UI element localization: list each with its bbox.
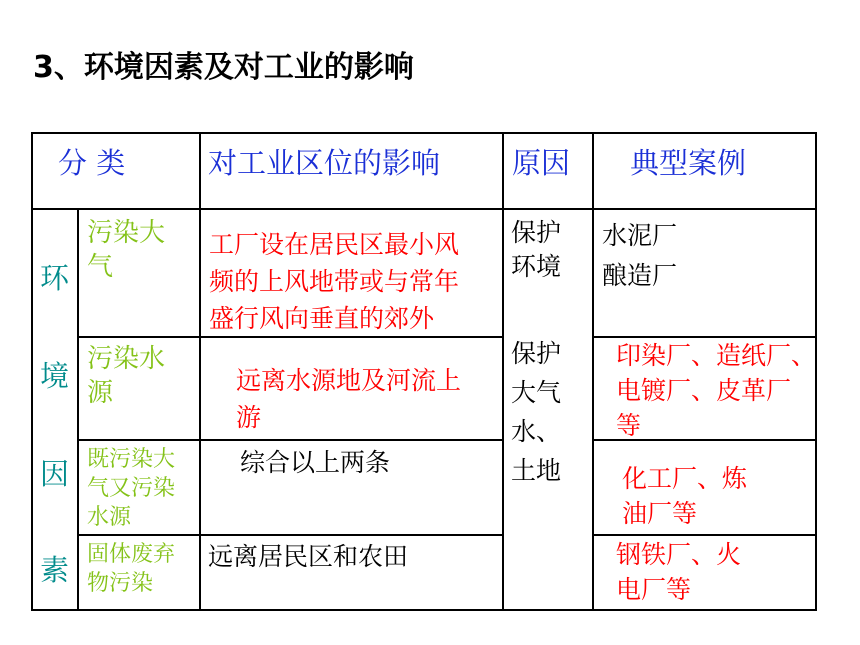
side-label-char-3: 因	[40, 457, 70, 491]
row-divider-3a	[77, 534, 502, 536]
col-divider-3	[592, 132, 594, 611]
reason-protect-air-water-land: 保护 大气 水、 土地	[511, 339, 562, 485]
row-1-example: 水泥厂 酿造厂	[602, 221, 678, 290]
row-3-example: 化工厂、炼 油厂等	[622, 464, 748, 528]
reason-protect-environment: 保护 环境	[511, 218, 562, 281]
row-2-example: 印染厂、造纸厂、 电镀厂、皮革厂 等	[616, 341, 817, 440]
table-border-left	[31, 132, 33, 611]
table-border-bottom	[31, 609, 817, 611]
header-category: 分 类	[58, 146, 126, 180]
row-divider-2a	[77, 439, 502, 441]
row-2-type: 污染水 源	[87, 344, 166, 408]
page-title: 3、环境因素及对工业的影响	[33, 50, 414, 85]
side-label-divider	[77, 208, 79, 611]
side-label-char-4: 素	[40, 553, 70, 587]
col-divider-2	[502, 132, 504, 611]
row-2-influence: 远离水源地及河流上 游	[236, 366, 462, 432]
row-3-influence: 综合以上两条	[240, 448, 391, 477]
header-example: 典型案例	[630, 146, 747, 180]
row-1-type: 污染大 气	[87, 218, 166, 282]
row-4-type: 固体废弃 物污染	[87, 542, 176, 596]
row-divider-3b	[592, 534, 817, 536]
col-divider-1	[199, 132, 201, 611]
row-1-influence: 工厂设在居民区最小风 频的上风地带或与常年 盛行风向垂直的郊外	[209, 230, 460, 333]
header-influence: 对工业区位的影响	[208, 146, 441, 180]
side-label-char-2: 境	[40, 359, 70, 393]
side-label-char-1: 环	[40, 261, 70, 295]
header-divider	[31, 208, 817, 210]
row-3-type: 既污染大 气又污染 水源	[87, 447, 176, 530]
row-4-influence: 远离居民区和农田	[208, 542, 409, 571]
row-4-example: 钢铁厂、火 电厂等	[616, 540, 742, 604]
header-reason: 原因	[512, 146, 571, 180]
table-border-top	[31, 132, 817, 134]
